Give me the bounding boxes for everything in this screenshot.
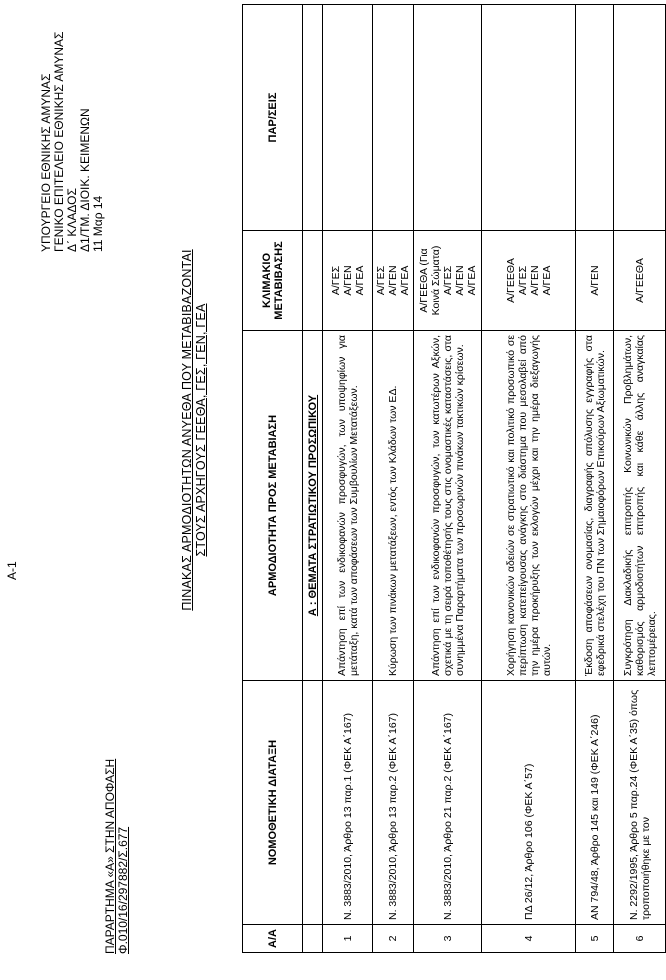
legal-provision: Ν. 3883/2010, Άρθρο 21 παρ.2 (ΦΕΚ Α΄167)	[414, 681, 482, 925]
table-header-row	[243, 5, 303, 953]
row-number: 5	[576, 925, 614, 953]
competence-text: Έκδοση αποφάσεων ονομασίας, διαγραφής απόλυσης εγγραφής στα εφεδρικά στελέχη του ΠΝ των Σημαιοφόρων Επικούρων Αξιωματικών.	[576, 331, 614, 681]
competence-table	[242, 4, 666, 953]
delegation-level-entry: Α/ΓΕΝ	[453, 265, 466, 296]
delegation-level-entry: Α/ΓΕΑ	[353, 265, 366, 296]
section-blank-cell	[303, 681, 323, 925]
header-level: ΚΛΙΜΑΚΙΟ ΜΕΤΑΒΙΒΑΣΗΣ	[243, 231, 303, 331]
ministry-line-1: ΥΠΟΥΡΓΕΙΟ ΕΘΝΙΚΗΣ ΑΜΥΝΑΣ	[39, 73, 53, 252]
header-competence: ΑΡΜΟΔΙΟΤΗΤΑ ΠΡΟΣ ΜΕΤΑΒΙΑΣΗ	[243, 331, 303, 681]
table-row	[373, 5, 414, 953]
remarks-cell	[482, 5, 576, 231]
delegation-level-entry: Α/ΓΕΣ	[329, 265, 342, 296]
row-number: 1	[323, 925, 373, 953]
section-blank-cell	[303, 231, 323, 331]
legal-provision: Ν. 3883/2010, Άρθρο 13 παρ.1 (ΦΕΚ Α΄167)	[323, 681, 373, 925]
remarks-cell	[323, 5, 373, 231]
title-line-1: ΠΙΝΑΚΑΣ ΑΡΜΟΔΙΟΤΗΤΩΝ ΑΝΥΕΘΑ ΠΟΥ ΜΕΤΑΒΙΒΑΖΟΝΤΑΙ	[180, 249, 194, 611]
competence-text: Απάντηση επί των ενδικοφανών προσφυγών, των υποψηφίων για μετάταξη, κατά των αποφάσεων των Συμβουλίων Μετατάξεων.	[323, 331, 373, 681]
delegation-level	[414, 231, 482, 331]
page-label: A-1	[5, 561, 19, 580]
title-line-2: ΣΤΟΥΣ ΑΡΧΗΓΟΥΣ ΓΕΕΘΑ, ΓΕΣ, ΓΕΝ, ΓΕΑ	[194, 303, 208, 557]
delegation-level-entry: Α/ΓΕΕΘΑ	[504, 258, 517, 303]
delegation-level-entry: Α/ΓΕΝ	[588, 265, 601, 296]
ministry-line-4: Δ1/ΤΜ. ΔΙΟΙΚ. ΚΕΙΜΕΝΩΝ	[78, 108, 92, 252]
table-row	[414, 5, 482, 953]
table-row	[576, 5, 614, 953]
document-title	[180, 130, 208, 730]
row-number: 4	[482, 925, 576, 953]
table-body	[323, 5, 666, 953]
legal-provision: Ν. 3883/2010, Άρθρο 13 παρ.2 (ΦΕΚ Α΄167)	[373, 681, 414, 925]
delegation-level-entry: Α/ΓΕΕΘΑ	[633, 258, 646, 303]
delegation-level-entry: Α/ΓΕΑ	[399, 265, 411, 296]
legal-provision: ΑΝ 794/48, Άρθρο 145 και 149 (ΦΕΚ Α΄246)	[576, 681, 614, 925]
section-row	[303, 5, 323, 953]
row-number: 6	[614, 925, 666, 953]
row-number: 3	[414, 925, 482, 953]
section-title: Α : ΘΕΜΑΤΑ ΣΤΡΑΤΙΩΤΙΚΟΥ ΠΡΟΣΩΠΙΚΟΥ	[303, 331, 323, 681]
row-number: 2	[373, 925, 414, 953]
annex-reference	[104, 714, 130, 954]
remarks-cell	[614, 5, 666, 231]
annex-line-2: Φ.010/16/297882/Σ.677	[116, 826, 130, 954]
delegation-level	[482, 231, 576, 331]
annex-line-1: ΠΑΡΑΡΤΗΜΑ «Α» ΣΤΗΝ ΑΠΟΦΑΣΗ	[103, 758, 117, 954]
section-blank-cell	[303, 925, 323, 953]
delegation-level-entry: Α/ΓΕΝ	[387, 265, 399, 296]
legal-provision: Ν. 2292/1995, Άρθρο 5 παρ.24 (ΦΕΚ Α΄35) όπως τροποποιήθηκε με τον	[614, 681, 666, 925]
ministry-header	[40, 2, 105, 252]
delegation-level	[576, 231, 614, 331]
delegation-level-entry: Α/ΓΕΑ	[540, 265, 553, 296]
competence-text: Κύρωση των πινάκων μετατάξεων, εντός των Κλάδων των ΕΔ.	[373, 331, 414, 681]
ministry-line-2: ΓΕΝΙΚΟ ΕΠΙΤΕΛΕΙΟ ΕΘΝΙΚΗΣ ΑΜΥΝΑΣ	[52, 31, 66, 252]
header-aa: Α/Α	[243, 925, 303, 953]
competence-text: Χορήγηση κανονικών αδειών σε στρατιωτικό και πολιτικό προσωπικό σε περίπτωση κατεπείγουσας ανάγκης στο διάστημα που μεσολαβεί από την ημέρα προκήρυξης των εκλογών μέχρι και την ημέρα διεξαγωγής αυτών.	[482, 331, 576, 681]
table-row	[482, 5, 576, 953]
delegation-level	[323, 231, 373, 331]
delegation-level	[614, 231, 666, 331]
document-date: 11 Μαρ 14	[91, 195, 105, 252]
delegation-level-entry: Α/ΓΕΣ	[516, 265, 529, 296]
delegation-level-entry: Α/ΓΕΝ	[528, 265, 541, 296]
remarks-cell	[373, 5, 414, 231]
delegation-level-entry: Α/ΓΕΝ	[341, 265, 354, 296]
delegation-level	[373, 231, 414, 331]
delegation-level-entry: Α/ΓΕΣ	[375, 265, 387, 296]
table-row	[614, 5, 666, 953]
competence-text: Συγκρότηση Διακλαδικής επιτροπής Κοινωνικών Προβλημάτων, καθορισμός αρμοδιοτήτων επιτροπής και κάθε άλλης αναγκαίας λεπτομέρειας.	[614, 331, 666, 681]
ministry-line-3: Δ΄ ΚΛΑΔΟΣ	[65, 188, 79, 252]
header-remarks: ΠΑΡ/ΣΕΙΣ	[243, 5, 303, 231]
remarks-cell	[576, 5, 614, 231]
section-blank-cell	[303, 5, 323, 231]
legal-provision: ΠΔ 26/12, Άρθρο 106 (ΦΕΚ Α΄57)	[482, 681, 576, 925]
table-row	[323, 5, 373, 953]
competence-text: Απάντηση επί των ενδικοφανών προσφυγών, των κατωτέρων Αξκών, σχετικά με τη σειρά τοποθέτησής τους στις ονομαστικές καταστάσεις, στα συνημμένα Παραρτήματα των προσωρινών πινάκων τακτικών κρίσεων.	[414, 331, 482, 681]
header-law: ΝΟΜΟΘΕΤΙΚΗ ΔΙΑΤΑΞΗ	[243, 681, 303, 925]
delegation-level-entry: Α/ΓΕΑ	[465, 265, 478, 296]
delegation-level-entry: Α/ΓΕΣ	[441, 265, 454, 296]
remarks-cell	[414, 5, 482, 231]
delegation-level-entry: Α/ΓΕΕΘΑ (Για Κοινά Σώματα)	[417, 245, 442, 316]
